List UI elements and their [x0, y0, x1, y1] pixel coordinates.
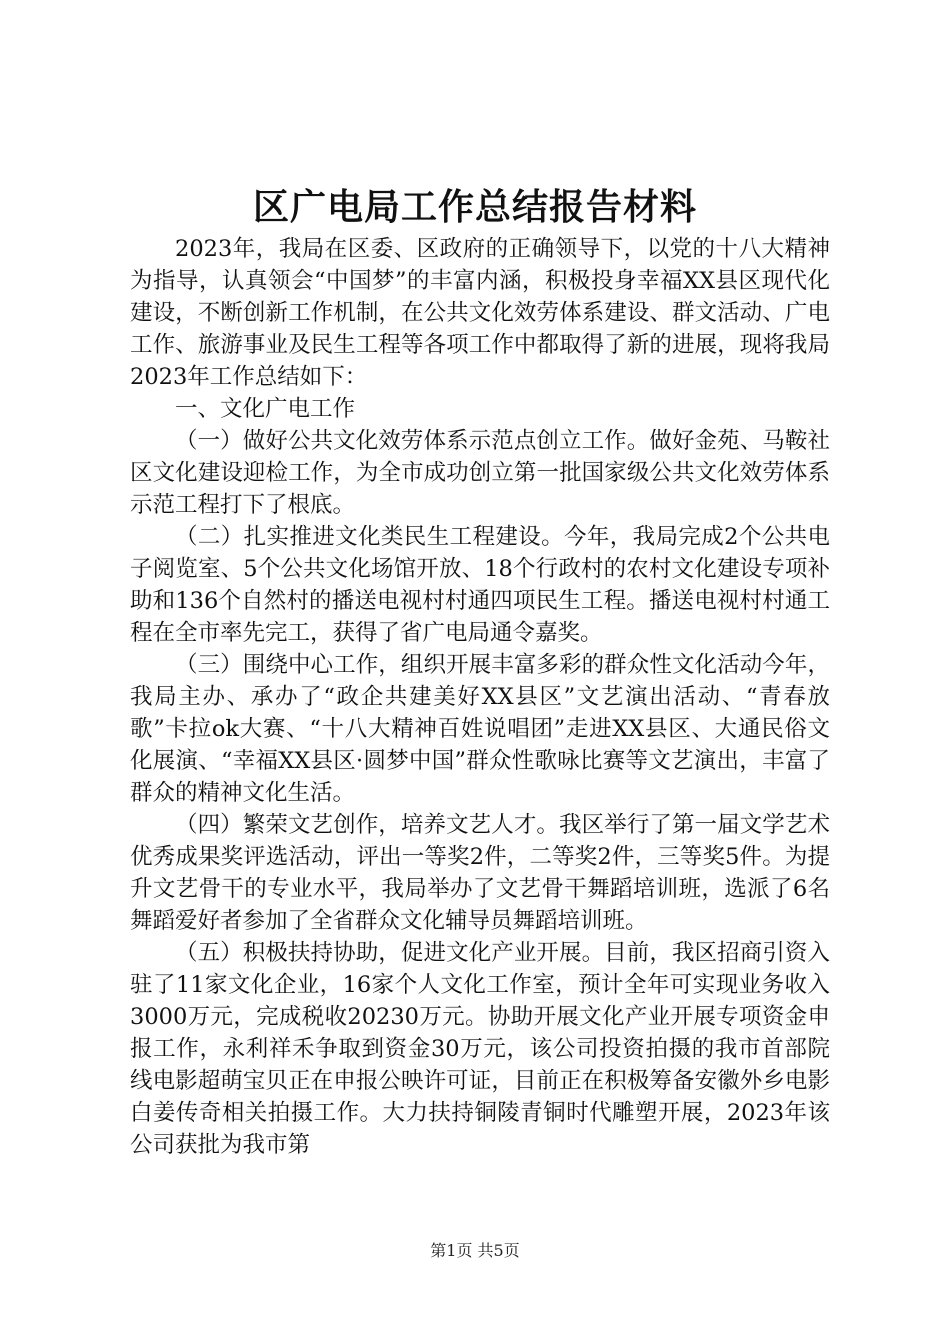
page-footer: 第1页 共5页 — [430, 1241, 520, 1260]
paragraph-item-3: （三）围绕中心工作，组织开展丰富多彩的群众性文化活动今年，我局主办、承办了“政企共建美好XX县区”文艺演出活动、“青春放歌”卡拉ok大赛、“十八大精神百姓说唱团”走进XX县区、大通民俗文化展演、“幸福XX县区·圆梦中国”群众性歌咏比赛等文艺演出，丰富了群众的精神文化生活。 — [130, 652, 830, 806]
section-heading: 一、文化广电工作 — [175, 396, 356, 422]
document-title: 区广电局工作总结报告材料 — [252, 186, 697, 228]
paragraph-item-1: （一）做好公共文化效劳体系示范点创立工作。做好金苑、马鞍社区文化建设迎检工作，为全市成功创立第一批国家级公共文化效劳体系示范工程打下了根底。 — [130, 428, 830, 518]
paragraph-item-4: （四）繁荣文艺创作，培养文艺人才。我区举行了第一届文学艺术优秀成果奖评选活动，评出一等奖2件，二等奖2件，三等奖5件。为提升文艺骨干的专业水平，我局举办了文艺骨干舞蹈培训班，选派了6名舞蹈爱好者参加了全省群众文化辅导员舞蹈培训班。 — [130, 812, 830, 934]
intro-paragraph: 2023年，我局在区委、区政府的正确领导下，以党的十八大精神为指导，认真领会“中国梦”的丰富内涵，积极投身幸福XX县区现代化建设，不断创新工作机制，在公共文化效劳体系建设、群文活动、广电工作、旅游事业及民生工程等各项工作中都取得了新的进展，现将我局2023年工作总结如下： — [130, 236, 830, 390]
document-body — [130, 233, 830, 1161]
paragraph-item-5: （五）积极扶持协助，促进文化产业开展。目前，我区招商引资入驻了11家文化企业，16家个人文化工作室，预计全年可实现业务收入3000万元，完成税收20230万元。协助开展文化产业开展专项资金申报工作，永利祥禾争取到资金30万元，该公司投资拍摄的我市首部院线电影超萌宝贝正在申报公映许可证，目前正在积极筹备安徽外乡电影白姜传奇相关拍摄工作。大力扶持铜陵青铜时代雕塑开展，2023年该公司获批为我市第 — [130, 940, 830, 1158]
paragraph-item-2: （二）扎实推进文化类民生工程建设。今年，我局完成2个公共电子阅览室、5个公共文化场馆开放、18个行政村的农村文化建设专项补助和136个自然村的播送电视村村通四项民生工程。播送电视村村通工程在全市率先完工，获得了省广电局通令嘉奖。 — [130, 524, 830, 646]
